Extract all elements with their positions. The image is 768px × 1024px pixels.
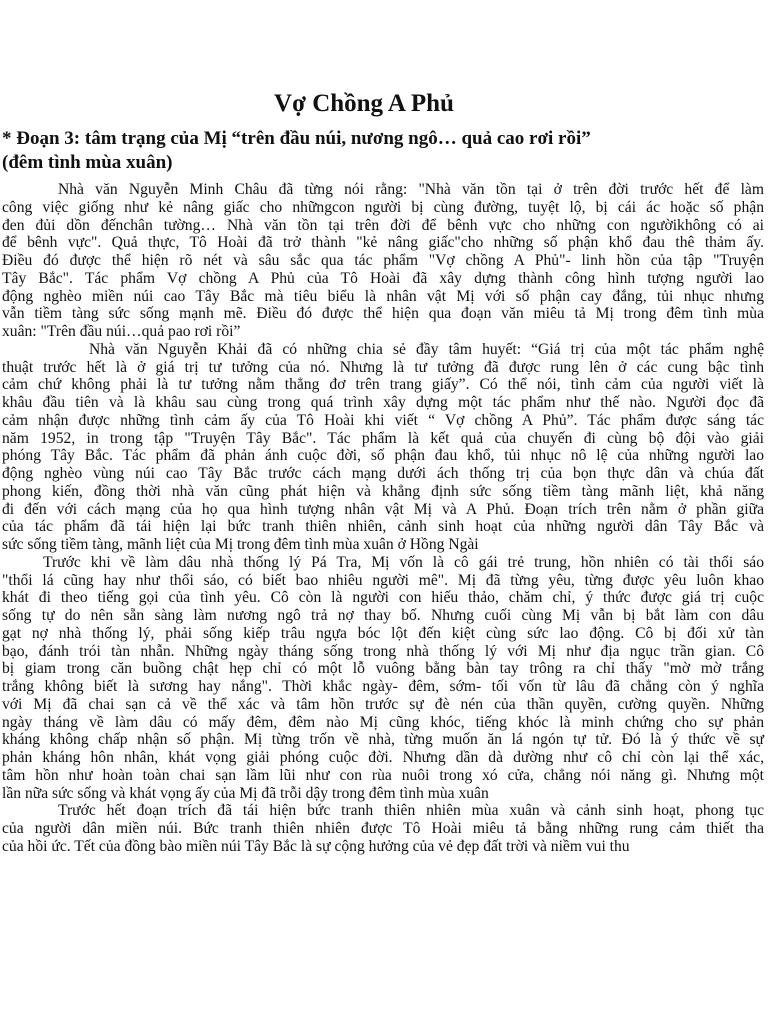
paragraph-line: động nghèo miền núi cao Tây Bắc mà tiêu biểu là nhân vật Mị với số phận cay đắng, tủi nhục nhưng: [2, 287, 764, 305]
document-title: Vợ Chồng A Phủ: [274, 90, 454, 117]
paragraph-3: [2, 554, 764, 803]
paragraph-line: năm 1952, in trong tập "Truyện Tây Bắc". Tác phẩm là kết quả của chuyến đi cùng bộ đội vào giải: [2, 429, 764, 447]
paragraph-line: Trước khi về làm dâu nhà thống lý Pá Tra, Mị vốn là cô gái trẻ trung, hồn nhiên có tài thổi sáo: [43, 553, 764, 571]
paragraph-line: Điều đó được thể hiện rõ nét và sâu sắc qua tác phẩm "Vợ chồng A Phủ"- linh hồn của tập "Truyện: [2, 252, 764, 269]
paragraph-line: đi đến với cách mạng của họ qua hình tượng nhân vật Mị và A Phủ. Đoạn trích trên nằm ở phần giữa: [2, 500, 764, 518]
paragraph-line: ngày tháng về làm dâu có mấy đêm, đêm nào Mị cũng khóc, tiếng khóc là minh chứng cho sự phản: [2, 713, 764, 731]
paragraph-line: phong kiến, đồng thời nhà văn cũng phát hiện và khẳng định sức sống tiềm tàng mãnh liệt, khả năng: [2, 482, 764, 500]
paragraph-line: công việc giống như kẻ nâng giấc cho nhữngcon người bị cùng đường, tuyệt lộ, bị cái ác hoặc số phận: [2, 198, 764, 216]
paragraph-line: đen đủi dồn đếnchân tường… Nhà văn tồn tại trên đời để bênh vực cho những con ngườikhông có ai: [2, 216, 764, 234]
paragraph-line: phóng Tây Bắc. Tác phẩm đã phản ánh cuộc đời, số phận đau khổ, tủi nhục nô lệ của những người lao: [2, 447, 764, 465]
paragraph-line: tâm hồn như hoàn toàn chai sạn lầm lũi như con rùa nuôi trong xó cửa, chẳng nói năng gì. Nhưng một: [2, 766, 764, 784]
paragraph-line: kháng không chấp nhận số phận. Mị từng trốn về nhà, từng muốn ăn lá ngón tự tử. Đó là ý thức về sự: [2, 731, 764, 749]
document-body: [2, 181, 764, 856]
section-heading-subline: (đêm tình mùa xuân): [2, 152, 173, 173]
paragraph-line: trắng không biết là sương hay nắng". Thời khắc ngày- đêm, sớm- tối vốn từ lâu đã chẳng còn ý nghĩa: [2, 678, 764, 695]
paragraph-line: Nhà văn Nguyễn Khải đã có những chia sẻ đầy tâm huyết: “Giá trị của một tác phẩm nghệ: [89, 340, 764, 358]
section-heading-line: * Đoạn 3: tâm trạng của Mị “trên đầu núi, nương ngô… quả cao rơi rồi”: [2, 128, 591, 149]
paragraph-line: với Mị đã chai sạn cả về thể xác và tâm hồn trước sự đè nén của thần quyền, cường quyền. Những: [2, 695, 764, 713]
paragraph-line: phản kháng hôn nhân, khát vọng giải phóng cuộc đời. Nhưng dần dà dường như cô chỉ còn lại thể xác,: [2, 749, 764, 766]
paragraph-line: khâu đầu tiên và là khâu sau cùng trong quá trình xây dựng một tác phẩm như thế nào. Người đọc đã: [2, 394, 764, 411]
paragraph-line: Tây Bắc". Tác phẩm Vợ chồng A Phủ của Tô Hoài đã xây dựng thành công hình tượng người lao: [2, 269, 764, 287]
paragraph-line: sức sống tiềm tàng, mãnh liệt của Mị trong đêm tình mùa xuân ở Hồng Ngài: [2, 536, 479, 553]
paragraph-line: bạo, đánh trói tàn nhẫn. Những ngày tháng sống trong nhà thống lý với Mị như địa ngục trần gian. Cô: [2, 642, 764, 660]
paragraph-line: gạt nợ nhà thống lý, phải sống kiếp trâu ngựa bóc lột đến kiệt cùng sức lao động. Cô bị đối xử tàn: [2, 624, 764, 642]
paragraph-line: vẫn tiềm tàng sức sống mạnh mẽ. Điều đó được thể hiện qua đoạn văn miêu tả Mị trong đêm tình mùa: [2, 305, 764, 323]
paragraph-line: động nghèo vùng núi cao Tây Bắc trước cách mạng dưới ách thống trị của bọn thực dân và chúa đất: [2, 465, 764, 482]
paragraph-line: Trước hết đoạn trích đã tái hiện bức tranh thiên nhiên mùa xuân và cảnh sinh hoạt, phong tục: [58, 802, 764, 820]
paragraph-line: Nhà văn Nguyễn Minh Châu đã từng nói rằng: "Nhà văn tồn tại ở trên đời trước hết để làm: [58, 181, 764, 198]
paragraph-line: của hồi ức. Tết của đồng bào miền núi Tây Bắc là sự cộng hưởng của vẻ đẹp đất trời và niềm vui thu: [2, 837, 630, 855]
paragraph-line: cảm nhận được những tình cảm ấy của Tô Hoài khi viết “ Vợ chồng A Phủ”. Tác phẩm được sáng tác: [2, 411, 764, 429]
paragraph-line: xuân: "Trên đầu núi…quả pao rơi rồi”: [2, 323, 241, 340]
paragraph-2: [2, 341, 764, 554]
paragraph-line: của người dân miền núi. Bức tranh thiên nhiên được Tô Hoài miêu tả bằng những rung cảm thiết tha: [2, 820, 764, 837]
paragraph-line: cảm chứ không phải là tư tưởng nằm thẳng đơ trên trang giấy”. Có thể nói, tình cảm của người viết là: [2, 376, 764, 394]
paragraph-line: để bênh vực". Quả thực, Tô Hoài đã trở thành "kẻ nâng giấc"cho những số phận khổ đau thê thảm ấy.: [2, 234, 764, 252]
paragraph-4: [2, 802, 764, 855]
paragraph-line: lần nữa sức sống và khát vọng ấy của Mị đã trỗi dậy trong đêm tình mùa xuân: [2, 784, 489, 802]
paragraph-line: thuật trước hết là ở giá trị tư tưởng của nó. Nhưng là tư tưởng đã được rung lên ở các cung bậc tình: [2, 358, 764, 376]
paragraph-line: bị giam trong căn buồng chật hẹp chỉ có một lỗ vuông bằng bàn tay trông ra chỉ thấy "mờ mờ trắng: [2, 660, 764, 678]
paragraph-line: khát đi theo tiếng gọi của tình yêu. Cô còn là người con hiếu thảo, chăm chỉ, ý thức được giá trị cuộc: [2, 589, 764, 607]
paragraph-line: "thổi lá cũng hay như thổi sáo, có biết bao nhiêu người mê". Mị đã từng yêu, từng được yêu luôn khao: [2, 571, 764, 589]
paragraph-1: [2, 181, 764, 341]
section-heading: [2, 127, 742, 175]
paragraph-line: của tác phẩm đã tái hiện lại bức tranh thiên nhiên, cảnh sinh hoạt của những người dân Tây Bắc và: [2, 518, 764, 536]
paragraph-line: sống tự do nên sẵn sàng làm nương ngô trả nợ thay bố. Nhưng cuối cùng Mị vẫn bị bắt làm con dâu: [2, 607, 764, 624]
